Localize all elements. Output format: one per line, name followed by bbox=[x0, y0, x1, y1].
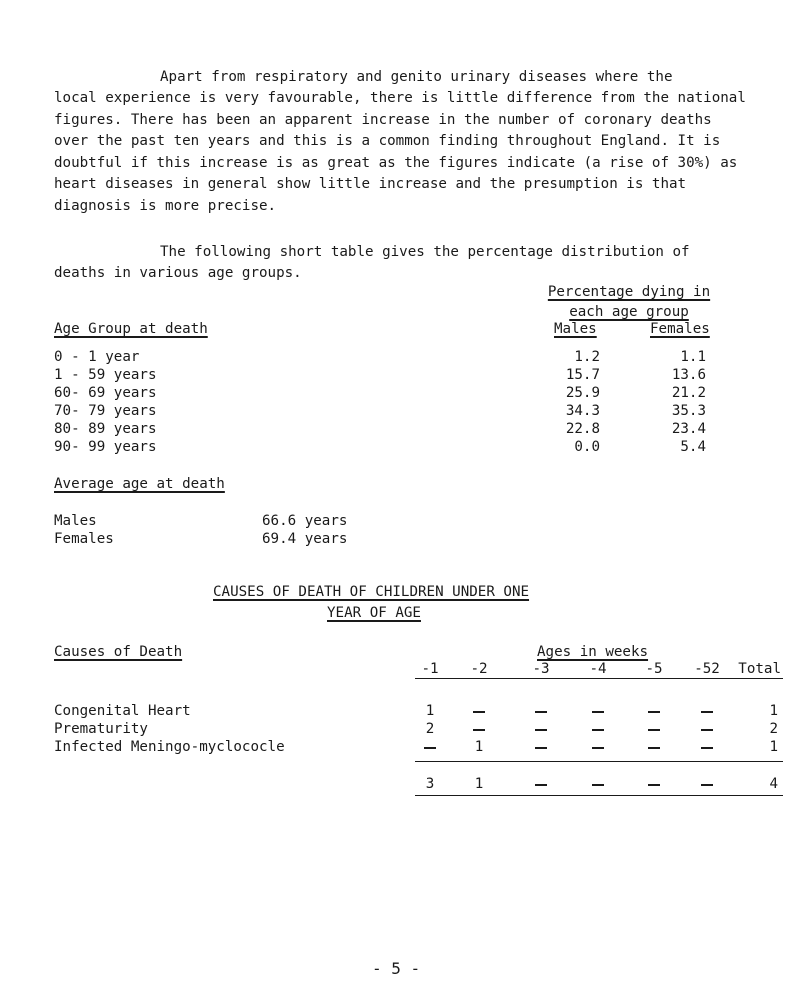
males-cell: 1.2 bbox=[574, 349, 600, 365]
causes-title-line1: CAUSES OF DEATH OF CHILDREN UNDER ONE bbox=[213, 584, 530, 600]
males-cell: 15.7 bbox=[565, 367, 600, 383]
total-count-cell: 3 bbox=[425, 776, 435, 792]
count-cell: 1 bbox=[474, 739, 484, 755]
age-cell: 0 - 1 year bbox=[54, 349, 140, 365]
table-intro-line: The following short table gives the percentage distribution of bbox=[160, 244, 690, 260]
column-header: -3 bbox=[532, 661, 550, 677]
column-header: -1 bbox=[421, 661, 439, 677]
totals-bottom-rule bbox=[415, 795, 783, 796]
average-age-value: 69.4 years bbox=[262, 531, 348, 547]
ages-in-weeks-header: Ages in weeks bbox=[537, 644, 649, 660]
intro-line: over the past ten years and this is a common finding throughout England. It is bbox=[54, 133, 721, 149]
males-cell: 34.3 bbox=[565, 403, 600, 419]
nil-dash bbox=[592, 747, 604, 749]
males-cell: 0.0 bbox=[574, 439, 600, 455]
males-cell: 22.8 bbox=[565, 421, 600, 437]
females-cell: 1.1 bbox=[680, 349, 706, 365]
intro-line: diagnosis is more precise. bbox=[54, 198, 277, 214]
percentage-header-line1: Percentage dying in bbox=[547, 284, 711, 300]
nil-dash bbox=[648, 747, 660, 749]
count-cell: 1 bbox=[425, 703, 435, 719]
nil-dash bbox=[592, 729, 604, 731]
total-cell: 1 bbox=[769, 703, 778, 719]
nil-dash bbox=[424, 747, 436, 749]
column-header: -5 bbox=[645, 661, 663, 677]
header-underline bbox=[415, 678, 783, 679]
causes-title-line2: YEAR OF AGE bbox=[327, 605, 421, 621]
age-cell: 60- 69 years bbox=[54, 385, 157, 401]
nil-dash bbox=[701, 747, 713, 749]
nil-dash bbox=[648, 729, 660, 731]
intro-line: heart diseases in general show little increase and the presumption is that bbox=[54, 176, 687, 192]
average-age-label: Males bbox=[54, 513, 97, 529]
females-header: Females bbox=[650, 321, 710, 337]
nil-dash bbox=[535, 784, 547, 786]
table-intro-line: deaths in various age groups. bbox=[54, 265, 302, 281]
age-cell: 90- 99 years bbox=[54, 439, 157, 455]
cause-label: Congenital Heart bbox=[54, 703, 191, 719]
nil-dash bbox=[535, 711, 547, 713]
intro-line: local experience is very favourable, there is little difference from the national bbox=[54, 90, 746, 106]
nil-dash bbox=[592, 711, 604, 713]
grand-total-cell: 4 bbox=[769, 776, 778, 792]
nil-dash bbox=[701, 784, 713, 786]
cause-label: Prematurity bbox=[54, 721, 148, 737]
intro-line: doubtful if this increase is as great as the figures indicate (a rise of 30%) as bbox=[54, 155, 738, 171]
total-cell: 2 bbox=[769, 721, 778, 737]
average-age-heading: Average age at death bbox=[54, 476, 225, 492]
age-group-header: Age Group at death bbox=[54, 321, 208, 337]
nil-dash bbox=[535, 747, 547, 749]
cause-label: Infected Meningo-myclococle bbox=[54, 739, 285, 755]
females-cell: 13.6 bbox=[671, 367, 706, 383]
nil-dash bbox=[535, 729, 547, 731]
males-cell: 25.9 bbox=[565, 385, 600, 401]
page-number: - 5 - bbox=[372, 959, 421, 978]
females-cell: 21.2 bbox=[671, 385, 706, 401]
totals-top-rule bbox=[415, 761, 783, 762]
nil-dash bbox=[592, 784, 604, 786]
count-cell: 2 bbox=[425, 721, 435, 737]
females-cell: 35.3 bbox=[671, 403, 706, 419]
females-cell: 23.4 bbox=[671, 421, 706, 437]
average-age-label: Females bbox=[54, 531, 114, 547]
causes-header: Causes of Death bbox=[54, 644, 183, 660]
average-age-value: 66.6 years bbox=[262, 513, 348, 529]
age-cell: 80- 89 years bbox=[54, 421, 157, 437]
nil-dash bbox=[648, 711, 660, 713]
nil-dash bbox=[648, 784, 660, 786]
intro-line: figures. There has been an apparent increase in the number of coronary deaths bbox=[54, 112, 712, 128]
total-cell: 1 bbox=[769, 739, 778, 755]
percentage-header-line2: each age group bbox=[569, 304, 689, 320]
nil-dash bbox=[701, 729, 713, 731]
nil-dash bbox=[473, 729, 485, 731]
nil-dash bbox=[473, 711, 485, 713]
age-cell: 70- 79 years bbox=[54, 403, 157, 419]
total-count-cell: 1 bbox=[474, 776, 484, 792]
age-cell: 1 - 59 years bbox=[54, 367, 157, 383]
column-header: -52 bbox=[694, 661, 720, 677]
females-cell: 5.4 bbox=[680, 439, 706, 455]
total-column-header: Total bbox=[738, 661, 781, 677]
column-header: -2 bbox=[470, 661, 488, 677]
column-header: -4 bbox=[589, 661, 607, 677]
males-header: Males bbox=[554, 321, 597, 337]
nil-dash bbox=[701, 711, 713, 713]
intro-line: Apart from respiratory and genito urinary diseases where the bbox=[160, 69, 673, 85]
